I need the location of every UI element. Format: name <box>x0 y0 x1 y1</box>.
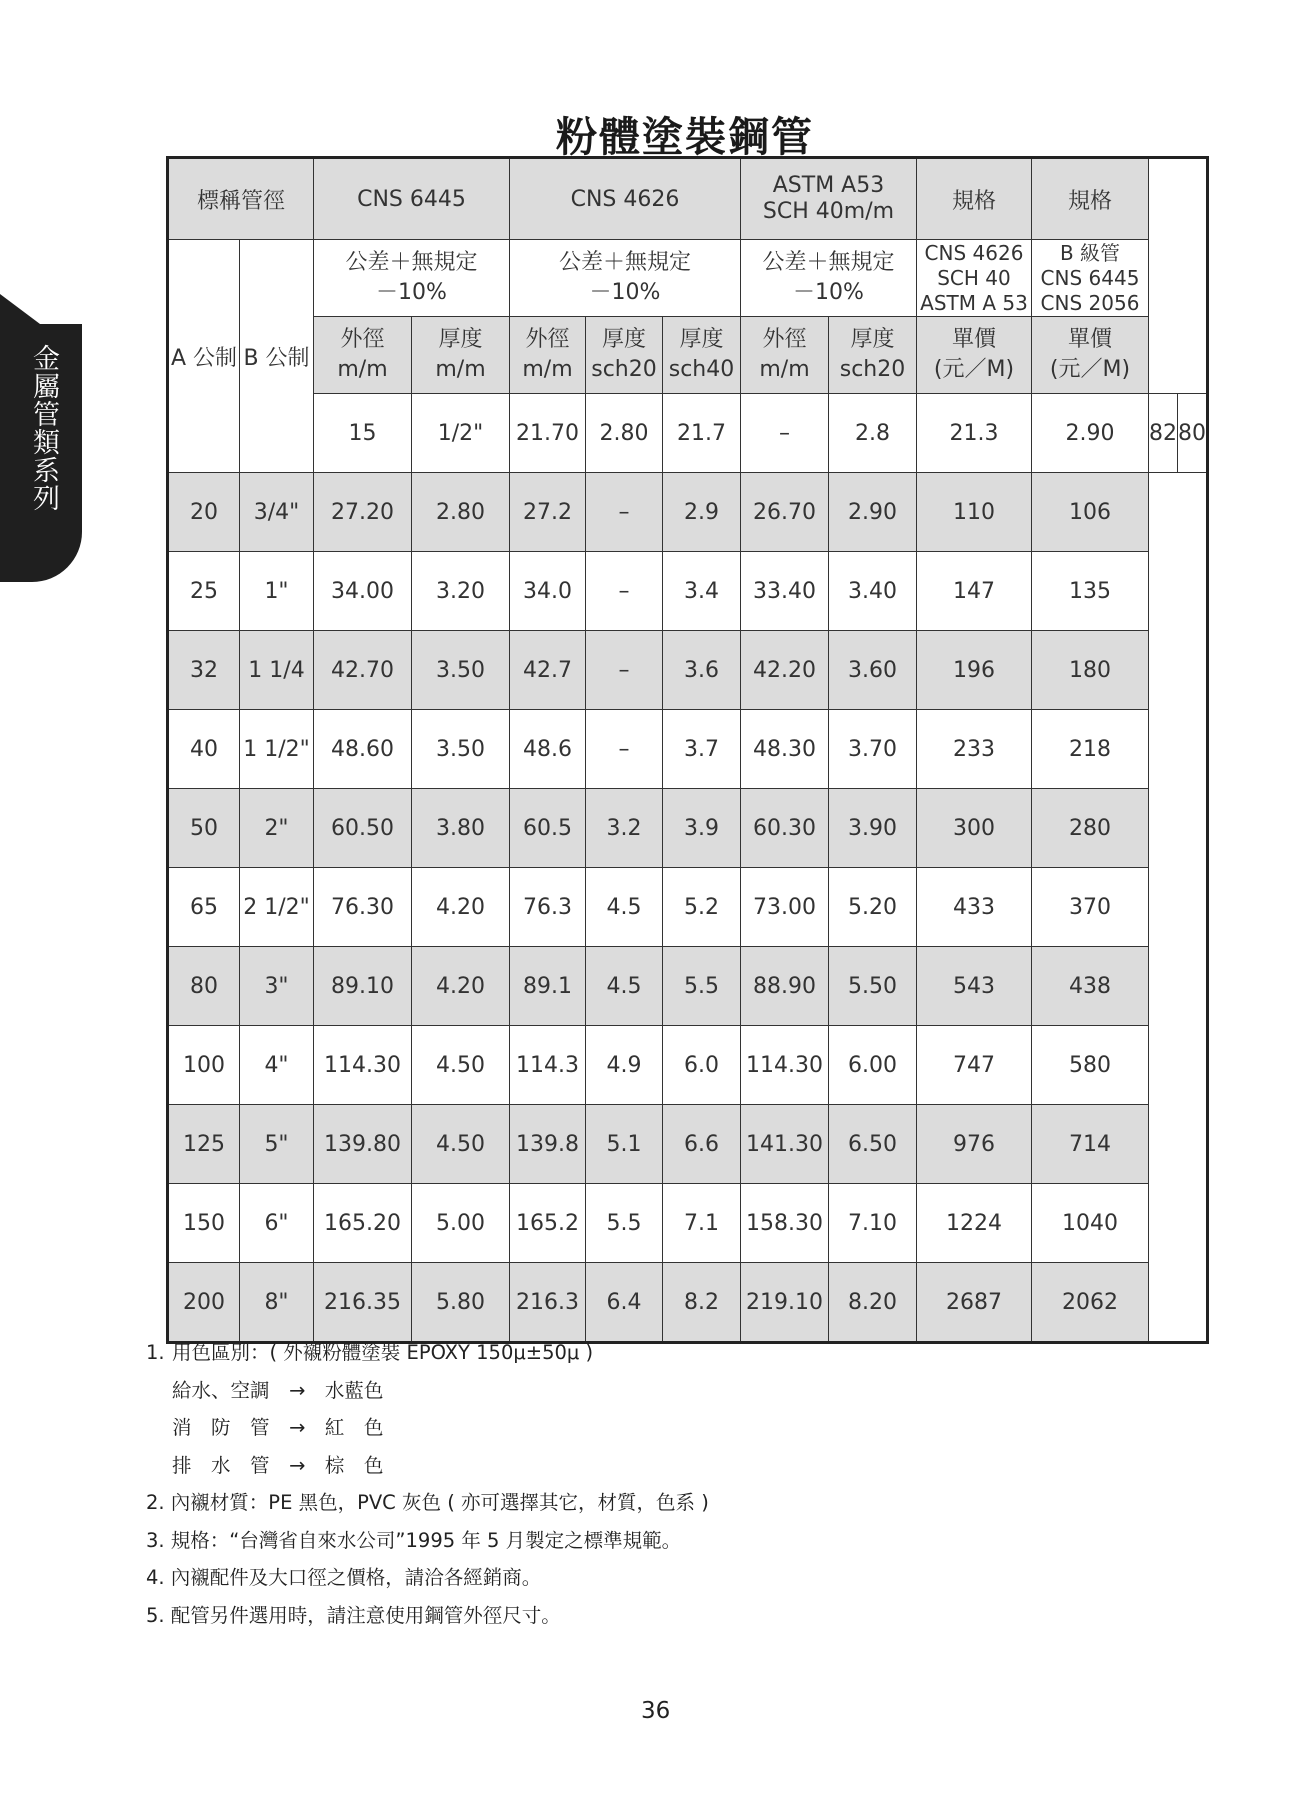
note-5: 5. 配管另件選用時，請注意使用鋼管外徑尺寸。 <box>146 1603 561 1627</box>
header-row-1 <box>168 158 1208 240</box>
table-row: 150 6" 165.20 5.00 165.2 5.5 7.1 158.30 7.10 1224 1040 <box>168 1184 1208 1263</box>
table-row: 65 2 1/2" 76.30 4.20 76.3 4.5 5.2 73.00 5.20 433 370 <box>168 868 1208 947</box>
header-cns6445: CNS 6445 <box>314 158 510 240</box>
note-2: 2. 內襯材質：PE 黑色，PVC 灰色 ( 亦可選擇其它，材質，色系 ) <box>146 1491 709 1514</box>
table-row: 15 1/2" 21.70 2.80 21.7 – 2.8 21.3 2.90 82 80 <box>168 394 1208 473</box>
header-od: 外徑 m/m <box>510 317 586 394</box>
side-section-label: 金屬管類系列 <box>28 344 59 512</box>
table-row: 50 2" 60.50 3.80 60.5 3.2 3.9 60.30 3.90 300 280 <box>168 789 1208 868</box>
header-row-2 <box>168 240 1208 317</box>
header-cns4626: CNS 4626 <box>510 158 741 240</box>
header-astm: ASTM A53 SCH 40m/m <box>741 158 917 240</box>
header-thickness-sch20: 厚度 sch20 <box>586 317 663 394</box>
header-tolerance-astm: 公差＋無規定 －10% <box>741 240 917 317</box>
note-1-item-drain: 排 水 管 → 棕 色 <box>172 1453 384 1477</box>
header-row-3 <box>168 317 1208 394</box>
table-row: 100 4" 114.30 4.50 114.3 4.9 6.0 114.30 6.00 747 580 <box>168 1026 1208 1105</box>
table-row: 32 1 1/4 42.70 3.50 42.7 – 3.6 42.20 3.60 196 180 <box>168 631 1208 710</box>
note-1 <box>146 1334 709 1372</box>
header-spec-1: 規格 <box>917 158 1032 240</box>
table-row: 200 8" 216.35 5.80 216.3 6.4 8.2 219.10 8.20 2687 2062 <box>168 1263 1208 1343</box>
header-spec-2-standards: B 級管 CNS 6445 CNS 2056 <box>1032 240 1149 317</box>
header-spec-2: 規格 <box>1032 158 1149 240</box>
note-4: 4. 內襯配件及大口徑之價格，請洽各經銷商。 <box>146 1566 542 1589</box>
table-row: 40 1 1/2" 48.60 3.50 48.6 – 3.7 48.30 3.70 233 218 <box>168 710 1208 789</box>
header-nominal-size: 標稱管徑 <box>168 158 314 240</box>
page-number: 36 <box>641 1698 671 1724</box>
header-unit-price: 單價 (元／M) <box>1032 317 1149 394</box>
side-section-tab <box>0 324 82 582</box>
table-row: 125 5" 139.80 4.50 139.8 5.1 6.6 141.30 6.50 976 714 <box>168 1105 1208 1184</box>
header-unit-price: 單價 (元／M) <box>917 317 1032 394</box>
note-1-text: 用色區別：( 外襯粉體塗裝 EPOXY 150μ±50μ ) <box>172 1341 594 1364</box>
table-row: 80 3" 89.10 4.20 89.1 4.5 5.5 88.90 5.50 543 438 <box>168 947 1208 1026</box>
header-spec-1-standards: CNS 4626 SCH 40 ASTM A 53 <box>917 240 1032 317</box>
note-1-item-fire: 消 防 管 → 紅 色 <box>172 1416 384 1439</box>
price-table <box>166 156 1209 1344</box>
header-tolerance-cns4626: 公差＋無規定 －10% <box>510 240 741 317</box>
header-thickness-sch20: 厚度 sch20 <box>829 317 917 394</box>
notes-section <box>146 1334 709 1634</box>
header-od: 外徑 m/m <box>741 317 829 394</box>
header-thickness-sch40: 厚度 sch40 <box>663 317 741 394</box>
header-a-metric: A 公制 <box>168 240 240 473</box>
table-row: 25 1" 34.00 3.20 34.0 – 3.4 33.40 3.40 147 135 <box>168 552 1208 631</box>
header-thickness: 厚度 m/m <box>412 317 510 394</box>
header-b-metric: B 公制 <box>240 240 314 473</box>
table-row: 20 3/4" 27.20 2.80 27.2 – 2.9 26.70 2.90 110 106 <box>168 473 1208 552</box>
page-title: 粉體塗裝鋼管 <box>556 104 814 168</box>
note-1-number: 1. <box>146 1341 165 1364</box>
note-1-item-water: 給水、空調 → 水藍色 <box>172 1378 384 1402</box>
header-tolerance-cns6445: 公差＋無規定 －10% <box>314 240 510 317</box>
note-3: 3. 規格：“台灣省自來水公司”1995 年 5 月製定之標準規範。 <box>146 1528 682 1552</box>
header-od: 外徑 m/m <box>314 317 412 394</box>
